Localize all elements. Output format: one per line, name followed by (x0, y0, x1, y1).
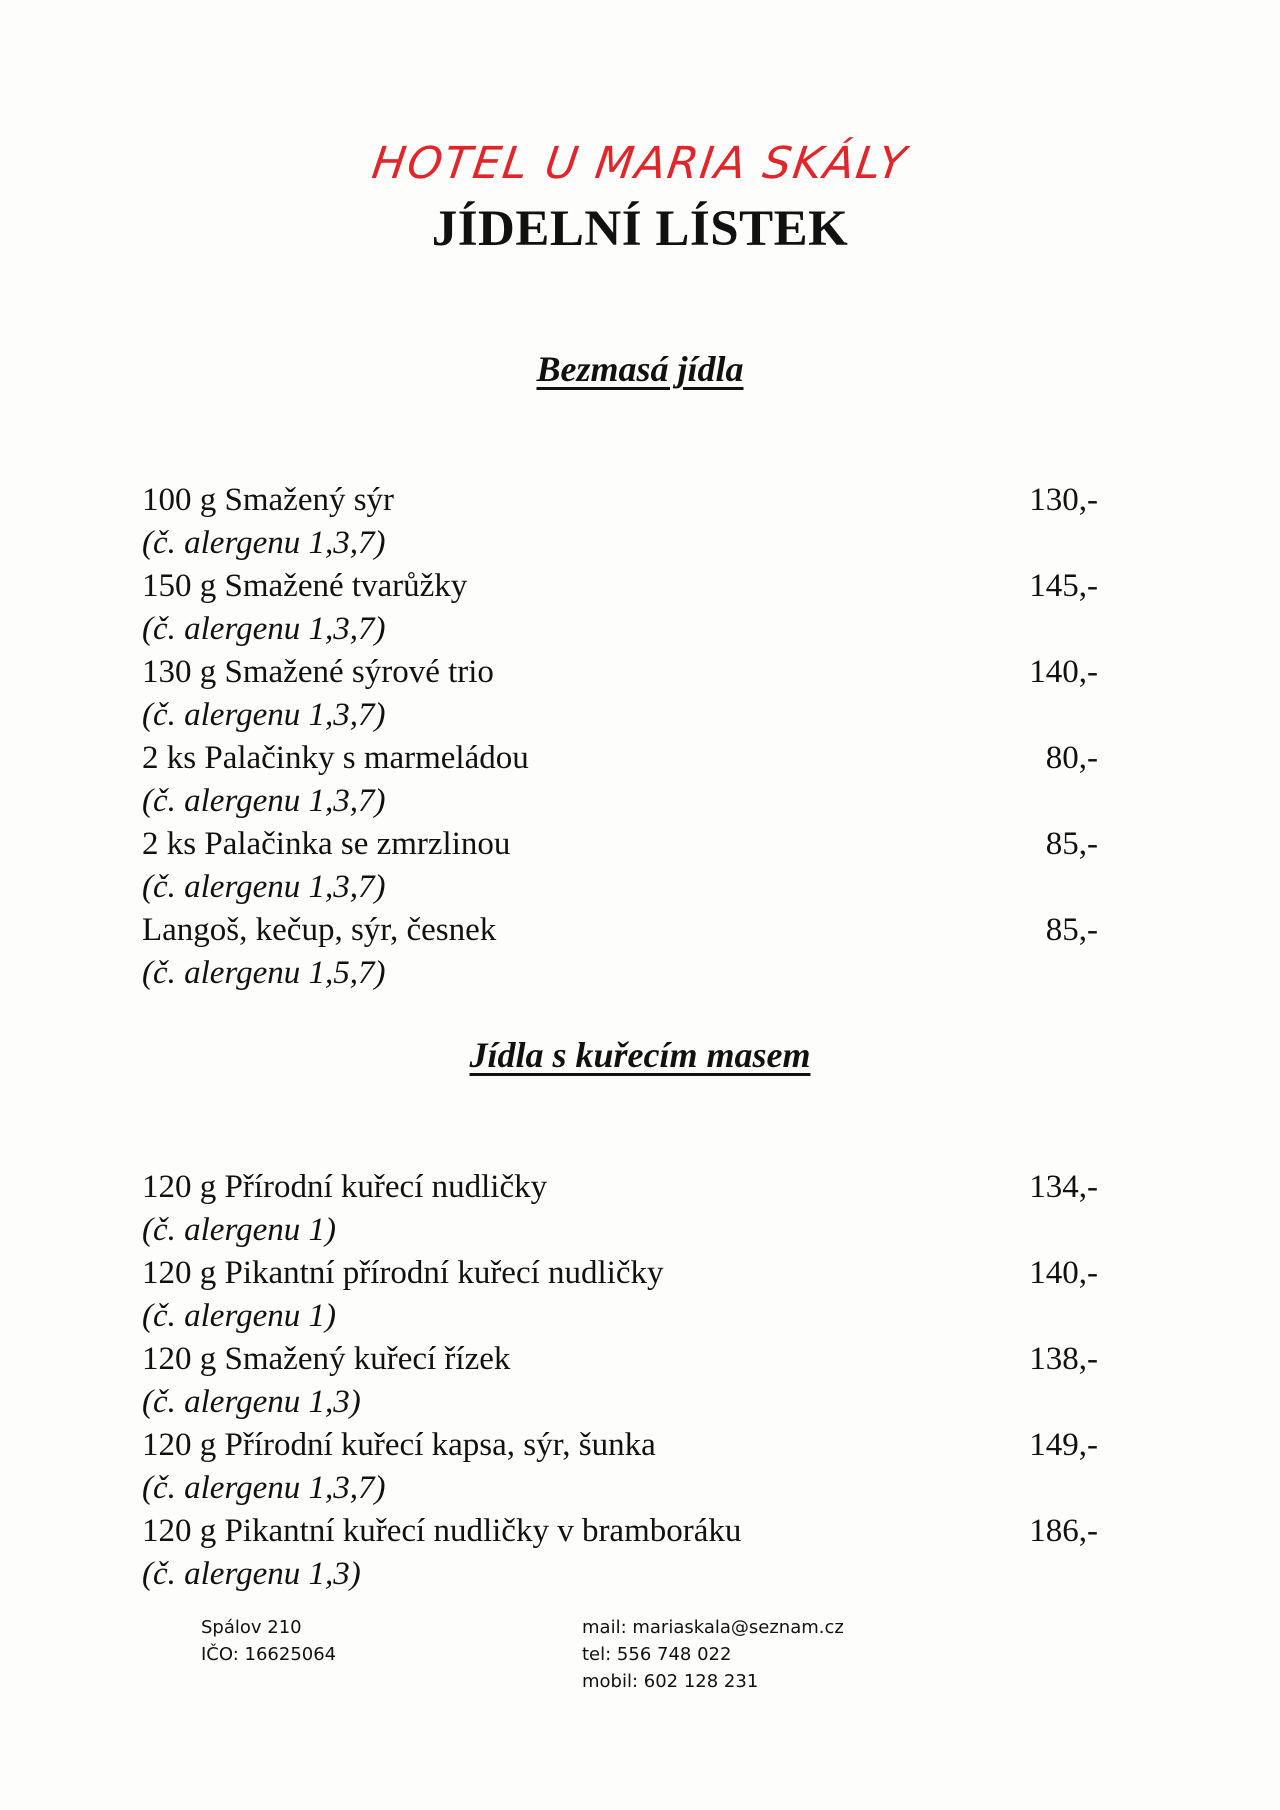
item-allergens: (č. alergenu 1) (142, 1212, 336, 1248)
item-name: 130 g Smažené sýrové trio (142, 654, 494, 690)
menu-item (142, 1339, 1098, 1425)
section-heading-text: Bezmasá jídla (536, 349, 744, 389)
item-allergens: (č. alergenu 1,3) (142, 1384, 361, 1420)
footer-ico: IČO: 16625064 (201, 1644, 337, 1665)
item-price: 186,- (1029, 1513, 1098, 1549)
footer-mobil: mobil: 602 128 231 (582, 1671, 759, 1692)
footer-tel: tel: 556 748 022 (582, 1644, 732, 1665)
menu-section-chicken (142, 1167, 1098, 1597)
section-heading-chicken (0, 1034, 1280, 1076)
item-price: 138,- (1029, 1341, 1098, 1377)
footer-contact-block (582, 1614, 844, 1695)
footer-address-block (201, 1614, 336, 1668)
item-allergens: (č. alergenu 1,3,7) (142, 783, 386, 819)
item-name: 150 g Smažené tvarůžky (142, 568, 468, 604)
item-name: 120 g Smažený kuřecí řízek (142, 1341, 511, 1377)
menu-section-vegetarian (142, 480, 1098, 996)
item-name: 2 ks Palačinka se zmrzlinou (142, 826, 511, 862)
item-allergens: (č. alergenu 1,3,7) (142, 525, 386, 561)
item-name: 2 ks Palačinky s marmeládou (142, 740, 529, 776)
item-name: 120 g Přírodní kuřecí kapsa, sýr, šunka (142, 1427, 656, 1463)
item-price: 145,- (1029, 568, 1098, 604)
menu-item (142, 480, 1098, 566)
item-allergens: (č. alergenu 1,5,7) (142, 955, 386, 991)
menu-item (142, 566, 1098, 652)
item-name: Langoš, kečup, sýr, česnek (142, 912, 497, 948)
section-heading-vegetarian (0, 348, 1280, 390)
item-allergens: (č. alergenu 1,3,7) (142, 697, 386, 733)
menu-item (142, 824, 1098, 910)
menu-item (142, 652, 1098, 738)
footer-mail: mail: mariaskala@seznam.cz (582, 1617, 844, 1638)
item-price: 85,- (1045, 912, 1098, 948)
menu-item (142, 1425, 1098, 1511)
item-price: 134,- (1029, 1169, 1098, 1205)
item-allergens: (č. alergenu 1) (142, 1298, 336, 1334)
item-allergens: (č. alergenu 1,3) (142, 1556, 361, 1592)
item-price: 140,- (1029, 654, 1098, 690)
item-price: 80,- (1045, 740, 1098, 776)
menu-item (142, 910, 1098, 996)
section-heading-text: Jídla s kuřecím masem (469, 1035, 811, 1075)
menu-item (142, 1167, 1098, 1253)
menu-item (142, 738, 1098, 824)
menu-title: JÍDELNÍ LÍSTEK (431, 201, 849, 257)
item-name: 120 g Pikantní kuřecí nudličky v bramboráku (142, 1513, 742, 1549)
item-allergens: (č. alergenu 1,3,7) (142, 869, 386, 905)
menu-item (142, 1511, 1098, 1597)
hotel-name: HOTEL U MARIA SKÁLY (368, 138, 912, 189)
menu-item (142, 1253, 1098, 1339)
item-name: 120 g Pikantní přírodní kuřecí nudličky (142, 1255, 664, 1291)
item-allergens: (č. alergenu 1,3,7) (142, 611, 386, 647)
item-price: 140,- (1029, 1255, 1098, 1291)
item-price: 149,- (1029, 1427, 1098, 1463)
item-price: 130,- (1029, 482, 1098, 518)
item-allergens: (č. alergenu 1,3,7) (142, 1470, 386, 1506)
item-name: 100 g Smažený sýr (142, 482, 395, 518)
item-price: 85,- (1045, 826, 1098, 862)
item-name: 120 g Přírodní kuřecí nudličky (142, 1169, 548, 1205)
footer-address: Spálov 210 (201, 1617, 302, 1638)
